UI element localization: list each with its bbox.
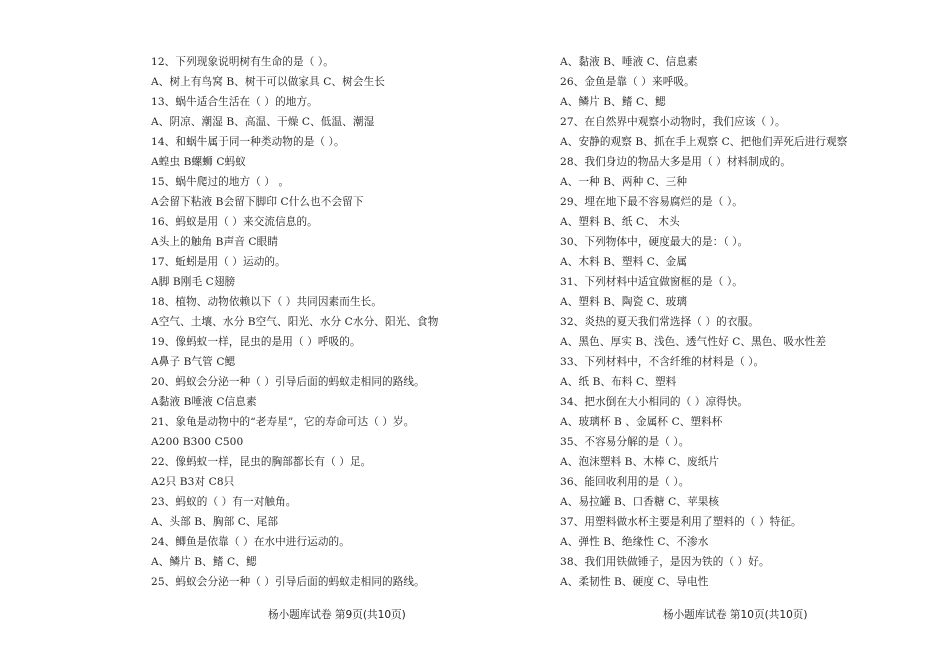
question-line: A、鳞片 B、鳍 C、鳃 — [151, 556, 257, 568]
question-line: 12、下列现象说明树有生命的是（ ）。 — [151, 56, 334, 68]
question-line: A头上的触角 B声音 C眼睛 — [151, 236, 279, 248]
question-line: 34、把水倒在大小相同的（ ）凉得快。 — [560, 396, 749, 408]
question-line: A、纸 B、布料 C、塑料 — [560, 376, 677, 388]
question-line: 37、用塑料做水杯主要是利用了塑料的（ ）特征。 — [560, 516, 802, 528]
question-line: 14、和蜗牛属于同一种类动物的是（ ）。 — [151, 136, 345, 148]
question-line: A、鳞片 B、鳍 C、鳃 — [560, 96, 666, 108]
question-line: A、阴凉、潮湿 B、高温、干燥 C、低温、潮湿 — [151, 116, 375, 128]
question-line: A、头部 B、胸部 C、尾部 — [151, 516, 279, 528]
question-line: 26、金鱼是靠（ ）来呼吸。 — [560, 76, 695, 88]
right-question-column — [560, 52, 870, 592]
question-line: 27、在自然界中观察小动物时，我们应该（ ）。 — [560, 116, 786, 128]
question-line: 22、像蚂蚁一样，昆虫的胸部都长有（ ）足。 — [151, 456, 372, 468]
question-line: 35、不容易分解的是（ ）。 — [560, 436, 690, 448]
question-line: A、安静的观察 B、抓在手上观察 C、把他们弄死后进行观察 — [560, 136, 848, 148]
question-line: 25、蚂蚁会分泌一种（ ）引导后面的蚂蚁走相同的路线。 — [151, 576, 425, 588]
question-line: A、泡沫塑料 B、木棒 C、废纸片 — [560, 456, 720, 468]
question-line: A、塑料 B、陶瓷 C、玻璃 — [560, 296, 688, 308]
question-line: 32、炎热的夏天我们常选择（ ）的衣服。 — [560, 316, 759, 328]
question-line: A黏液 B唾液 C信息素 — [151, 396, 257, 408]
question-line: 13、蜗牛适合生活在（ ）的地方。 — [151, 96, 318, 108]
question-line: A会留下粘液 B会留下脚印 C什么也不会留下 — [151, 196, 364, 208]
question-line: A、弹性 B、绝缘性 C、不渗水 — [560, 536, 709, 548]
question-line: 31、下列材料中适宜做窗框的是（ ）。 — [560, 276, 743, 288]
question-line: A200 B300 C500 — [151, 436, 244, 448]
page-footer-right: 杨小题库试卷 第10页(共10页) — [663, 609, 808, 621]
question-line: A、柔韧性 B、硬度 C、导电性 — [560, 576, 709, 588]
question-line: 15、蜗牛爬过的地方（ ） 。 — [151, 176, 290, 188]
question-line: 17、蚯蚓是用（ ）运动的。 — [151, 256, 286, 268]
question-line: 23、蚂蚁的（ ）有一对触角。 — [151, 496, 297, 508]
question-line: A、易拉罐 B、口香糖 C、苹果核 — [560, 496, 720, 508]
question-line: 33、下列材料中，不含纤维的材料是（ ）。 — [560, 356, 765, 368]
left-question-column — [151, 52, 471, 592]
question-line: 36、能回收利用的是（ ）。 — [560, 476, 690, 488]
question-line: 24、鲫鱼是依靠（ ）在水中进行运动的。 — [151, 536, 350, 548]
question-line: A、一种 B、两种 C、三种 — [560, 176, 688, 188]
question-line: 19、像蚂蚁一样，昆虫的是用（ ）呼吸的。 — [151, 336, 361, 348]
question-line: A、塑料 B、纸 C、 木头 — [560, 216, 680, 228]
question-line: 20、蚂蚁会分泌一种（ ）引导后面的蚂蚁走相同的路线。 — [151, 376, 425, 388]
page-footer-left: 杨小题库试卷 第9页(共10页) — [268, 609, 406, 621]
question-line: 21、象龟是动物中的“老寿星”，它的寿命可达（ ）岁。 — [151, 416, 415, 428]
question-line: A空气、土壤、水分 B空气、阳光、水分 C水分、阳光、食物 — [151, 316, 439, 328]
question-line: 30、下列物体中，硬度最大的是：（ ）。 — [560, 236, 749, 248]
question-line: A、玻璃杯 B 、金属杯 C、塑料杯 — [560, 416, 723, 428]
question-line: A2只 B3对 C8只 — [151, 476, 235, 488]
question-line: 18、植物、动物依赖以下（ ）共同因素而生长。 — [151, 296, 383, 308]
question-line: A、黑色、厚实 B、浅色、透气性好 C、黑色、吸水性差 — [560, 336, 827, 348]
question-line: A鼻子 B气管 C鳃 — [151, 356, 236, 368]
question-line: 28、我们身边的物品大多是用（ ）材料制成的。 — [560, 156, 792, 168]
question-line: A脚 B刚毛 C翅膀 — [151, 276, 236, 288]
question-line: A蝗虫 B螺蛳 C蚂蚁 — [151, 156, 246, 168]
question-line: 38、我们用铁做锤子，是因为铁的（ ）好。 — [560, 556, 770, 568]
question-line: A、黏液 B、唾液 C、信息素 — [560, 56, 698, 68]
question-line: 29、埋在地下最不容易腐烂的是（ ）。 — [560, 196, 743, 208]
question-line: A、木料 B、塑料 C、金属 — [560, 256, 688, 268]
question-line: A、树上有鸟窝 B、树干可以做家具 C、树会生长 — [151, 76, 385, 88]
question-line: 16、蚂蚁是用（ ）来交流信息的。 — [151, 216, 318, 228]
